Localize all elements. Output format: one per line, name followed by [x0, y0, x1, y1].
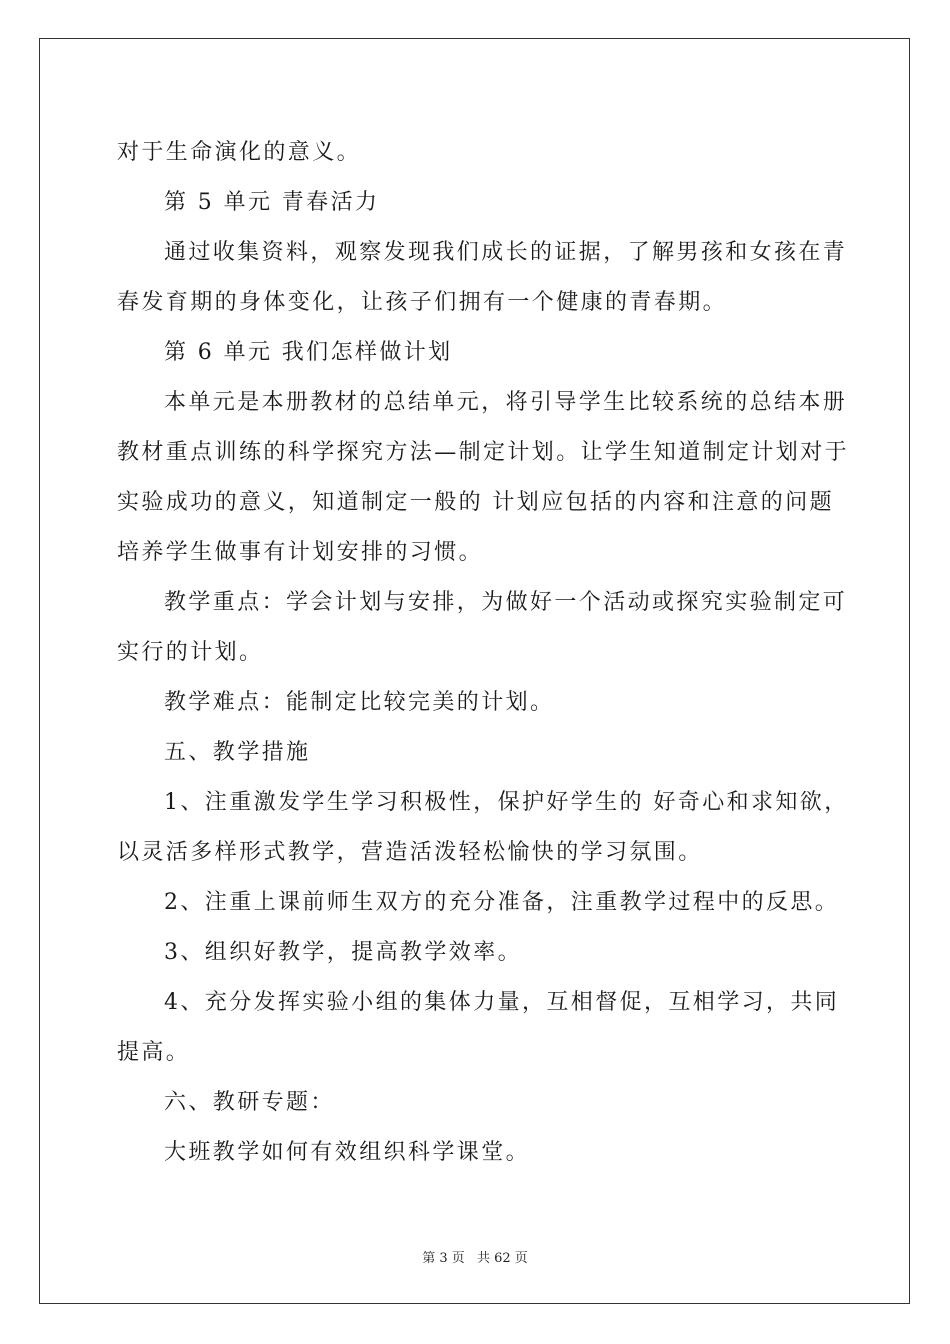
text-line: 培养学生做事有计划安排的习惯。	[117, 540, 484, 565]
document-body	[117, 128, 850, 1178]
section-heading: 六、教研专题：	[164, 1090, 335, 1115]
list-item: 4、充分发挥实验小组的集体力量，互相督促，互相学习，共同	[164, 990, 840, 1015]
text-line: 通过收集资料，观察发现我们成长的证据，了解男孩和女孩在青	[164, 240, 848, 265]
list-item: 3、组织好教学，提高教学效率。	[164, 940, 522, 965]
page-footer	[0, 1247, 950, 1266]
text-line: 实行的计划。	[117, 640, 264, 665]
text-line: 大班教学如何有效组织科学课堂。	[164, 1140, 531, 1165]
text-line: 春发育期的身体变化，让孩子们拥有一个健康的青春期。	[117, 290, 728, 315]
text-line: 教材重点训练的科学探究方法—制定计划。让学生知道制定计划对于	[117, 440, 850, 465]
unit-heading: 第 5 单元 青春活力	[164, 190, 380, 215]
list-item: 1、注重激发学生学习积极性，保护好学生的 好奇心和求知欲，	[164, 790, 849, 815]
page-number: 第 3 页	[422, 1251, 465, 1266]
text-line: 以灵活多样形式教学，营造活泼轻松愉快的学习氛围。	[117, 840, 703, 865]
unit-heading: 第 6 单元 我们怎样做计划	[164, 340, 453, 365]
section-heading: 五、教学措施	[164, 740, 311, 765]
list-item: 2、注重上课前师生双方的充分准备，注重教学过程中的反思。	[164, 890, 840, 915]
text-line: 本单元是本册教材的总结单元，将引导学生比较系统的总结本册	[164, 390, 848, 415]
text-line: 对于生命演化的意义。	[117, 140, 362, 165]
page-total: 共 62 页	[476, 1251, 528, 1266]
text-line: 教学重点：学会计划与安排，为做好一个活动或探究实验制定可	[164, 590, 848, 615]
text-line: 实验成功的意义，知道制定一般的 计划应包括的内容和注意的问题	[117, 490, 834, 515]
text-line: 教学难点：能制定比较完美的计划。	[164, 690, 555, 715]
text-line: 提高。	[117, 1040, 191, 1065]
